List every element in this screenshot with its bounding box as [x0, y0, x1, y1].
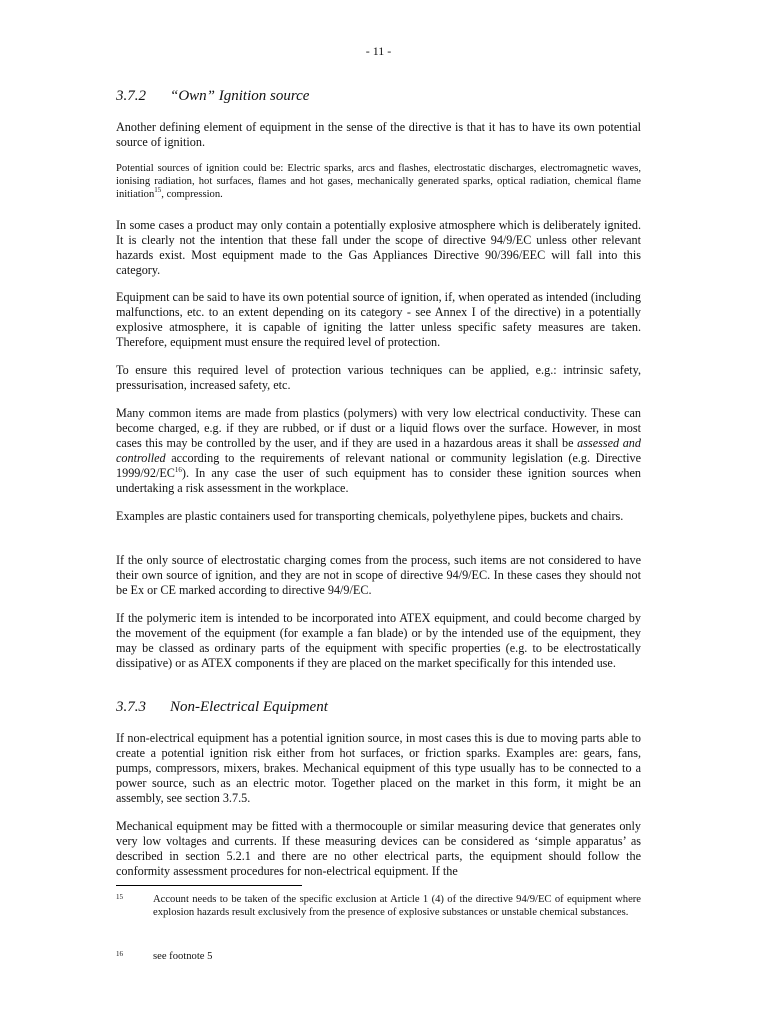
- section-title: “Own” Ignition source: [170, 88, 310, 104]
- paragraph: If the only source of electrostatic charging comes from the process, such items are not considered to have their own source of ignition, and they are not in scope of directive 94/9/EC. In these cases they should not be Ex or CE marked according to directive 94/9/EC.: [116, 553, 641, 597]
- paragraph: Examples are plastic containers used for transporting chemicals, polyethylene pipes, buckets and chairs.: [116, 509, 624, 523]
- footnote-mark: 15: [116, 893, 123, 901]
- section-title: Non-Electrical Equipment: [170, 699, 328, 715]
- paragraph: Potential sources of ignition could be: Electric sparks, arcs and flashes, electrostatic discharges, electromagnetic waves, ionising radiation, hot surfaces, flames and hot gases, mechanically generated sparks, optical radiation, chemical flame initiation$^{15}$, compression.: [116, 163, 641, 200]
- section-heading-3-7-3: [116, 699, 328, 716]
- section-number: 3.7.3: [116, 699, 146, 715]
- paragraph: If the polymeric item is intended to be incorporated into ATEX equipment, and could become charged by the movement of the equipment (for example a fan blade) or by the intended use of the equipment, they may be classed as ordinary parts of the equipment with specific properties (e.g. to be electrostatically dissipative) or as ATEX components if they are placed on the market specifically for this intended use.: [116, 611, 641, 670]
- paragraph: Many common items are made from plastics (polymers) with very low electrical conductivity. These can become charged, e.g. if they are rubbed, or if dust or a liquid flows over the surface. However, in most cases this may be controlled by the user, and if they are used in a hazardous areas it shall be assessed and controlled according to the requirements of relevant national or community legislation (e.g. Directive 1999/92/EC$^{16}$). In any case the user of such equipment has to consider these ignition sources when undertaking a risk assessment in the workplace.: [116, 406, 641, 495]
- paragraph: Another defining element of equipment in the sense of the directive is that it has to have its own potential source of ignition.: [116, 120, 641, 149]
- paragraph: To ensure this required level of protection various techniques can be applied, e.g.: intrinsic safety, pressurisation, increased safety, etc.: [116, 363, 641, 392]
- footnote-text: Account needs to be taken of the specific exclusion at Article 1 (4) of the directive 94/9/EC of equipment where explosion hazards result exclusively from the presence of explosive substances or unstable chemical substances.: [153, 894, 641, 918]
- footnote-reference: 15: [154, 186, 162, 194]
- paragraph: Mechanical equipment may be fitted with a thermocouple or similar measuring device that generates only very low voltages and currents. If these measuring devices can be considered as ‘simple apparatus’ as described in section 5.2.1 and there are no other electrical parts, the equipment should follow the conformity assessment procedures for non-electrical equipment. If the: [116, 819, 641, 878]
- paragraph: Equipment can be said to have its own potential source of ignition, if, when operated as intended (including malfunctions, etc. to an extent depending on its category - see Annex I of the directive) in a potentially explosive atmosphere, it is capable of igniting the latter unless specific safety measures are taken. Therefore, equipment must ensure the required level of protection.: [116, 290, 641, 349]
- footnote-mark: 16: [116, 950, 123, 958]
- footnote-divider: [116, 885, 302, 886]
- paragraph: In some cases a product may only contain a potentially explosive atmosphere which is deliberately ignited. It is clearly not the intention that these fall under the scope of directive 94/9/EC unless other relevant hazards exist. Most equipment made to the Gas Appliances Directive 90/396/EEC will fall into this category.: [116, 218, 641, 277]
- footnote-text: see footnote 5: [153, 951, 213, 962]
- paragraph: If non-electrical equipment has a potential ignition source, in most cases this is due to moving parts able to create a potential ignition risk either from hot surfaces, or friction sparks. Examples are: gears, fans, pumps, compressors, mixers, brakes. Mechanical equipment of this type usually has to be connected to a power source, such as an electric motor. Together placed on the market in this form, it might be an assembly, see section 3.7.5.: [116, 731, 641, 805]
- footnote-reference: 16: [174, 466, 182, 474]
- emphasis: assessed and controlled: [116, 436, 641, 465]
- section-heading-3-7-2: [116, 88, 309, 105]
- section-number: 3.7.2: [116, 88, 146, 104]
- page-number: - 11 -: [365, 44, 392, 58]
